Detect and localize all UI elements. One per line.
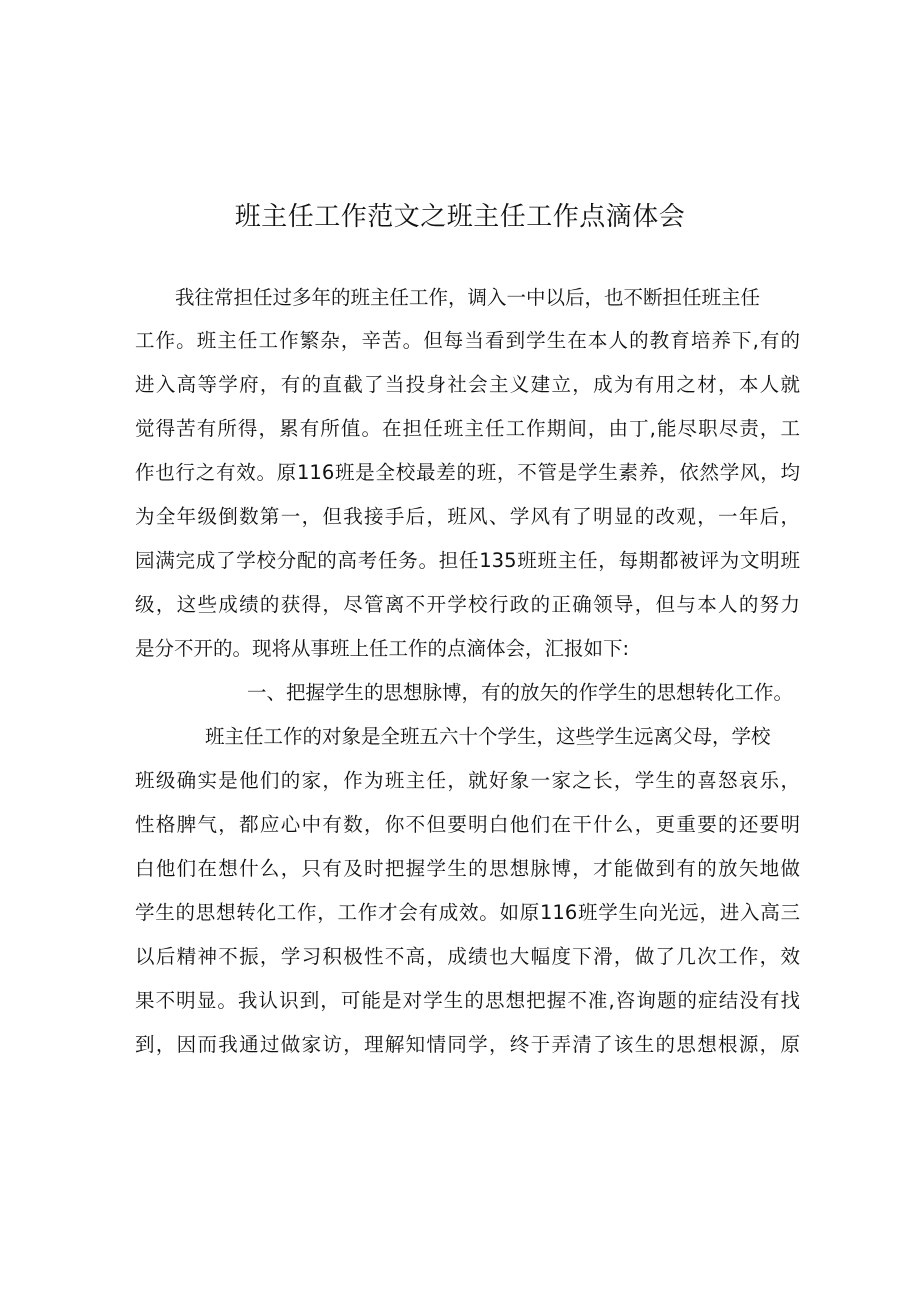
paragraph-line: 学生的思想转化工作，工作才会有成效。如原116班学生向光远，进入高三: [135, 901, 800, 924]
paragraph-line: 作也行之有效。原116班是全校最差的班，不管是学生素养，依然学风，均: [135, 461, 800, 484]
paragraph-line: 是分不开的。现将从事班上任工作的点滴体会，汇报如下:: [135, 637, 630, 660]
paragraph-line: 以后精神不振，学习积极性不高，成绩也大幅度下滑，做了几次工作，效: [135, 945, 800, 968]
paragraph-line: 园满完成了学校分配的高考任务。担任135班班主任，每期都被评为文明班: [135, 549, 800, 572]
paragraph-line: 白他们在想什么，只有及时把握学生的思想脉博，才能做到有的放矢地做: [135, 857, 800, 880]
paragraph-line: 班主任工作的对象是全班五六十个学生，这些学生远离父母，学校: [205, 725, 771, 748]
paragraph-line: 性格脾气，都应心中有数，你不但要明白他们在干什么，更重要的还要明: [135, 813, 800, 836]
paragraph-line: 为全年级倒数第一，但我接手后，班风、学风有了明显的改观，一年后，: [135, 505, 800, 528]
paragraph-line: 班级确实是他们的家，作为班主任，就好象一家之长，学生的喜怒哀乐，: [135, 769, 800, 792]
document-title: 班主任工作范文之班主任工作点滴体会: [234, 202, 686, 232]
paragraph-line: 到，因而我通过做家访，理解知情同学，终于弄清了该生的思想根源，原: [135, 1033, 800, 1056]
paragraph-line: 我往常担任过多年的班主任工作，调入一中以后，也不断担任班主任: [175, 286, 761, 309]
section-heading: 一、把握学生的思想脉博，有的放矢的作学生的思想转化工作。: [247, 681, 794, 704]
paragraph-line: 级，这些成绩的获得，尽管离不开学校行政的正确领导，但与本人的努力: [135, 593, 800, 616]
paragraph-line: 果不明显。我认识到，可能是对学生的思想把握不准,咨询题的症结没有找: [135, 989, 800, 1012]
paragraph-line: 进入高等学府，有的直截了当投身社会主义建立，成为有用之材，本人就: [135, 373, 800, 396]
paragraph-line: 工作。班主任工作繁杂，辛苦。但每当看到学生在本人的教育培养下,有的: [135, 329, 800, 352]
paragraph-line: 觉得苦有所得，累有所值。在担任班主任工作期间，由丁,能尽职尽责，工: [135, 417, 800, 440]
